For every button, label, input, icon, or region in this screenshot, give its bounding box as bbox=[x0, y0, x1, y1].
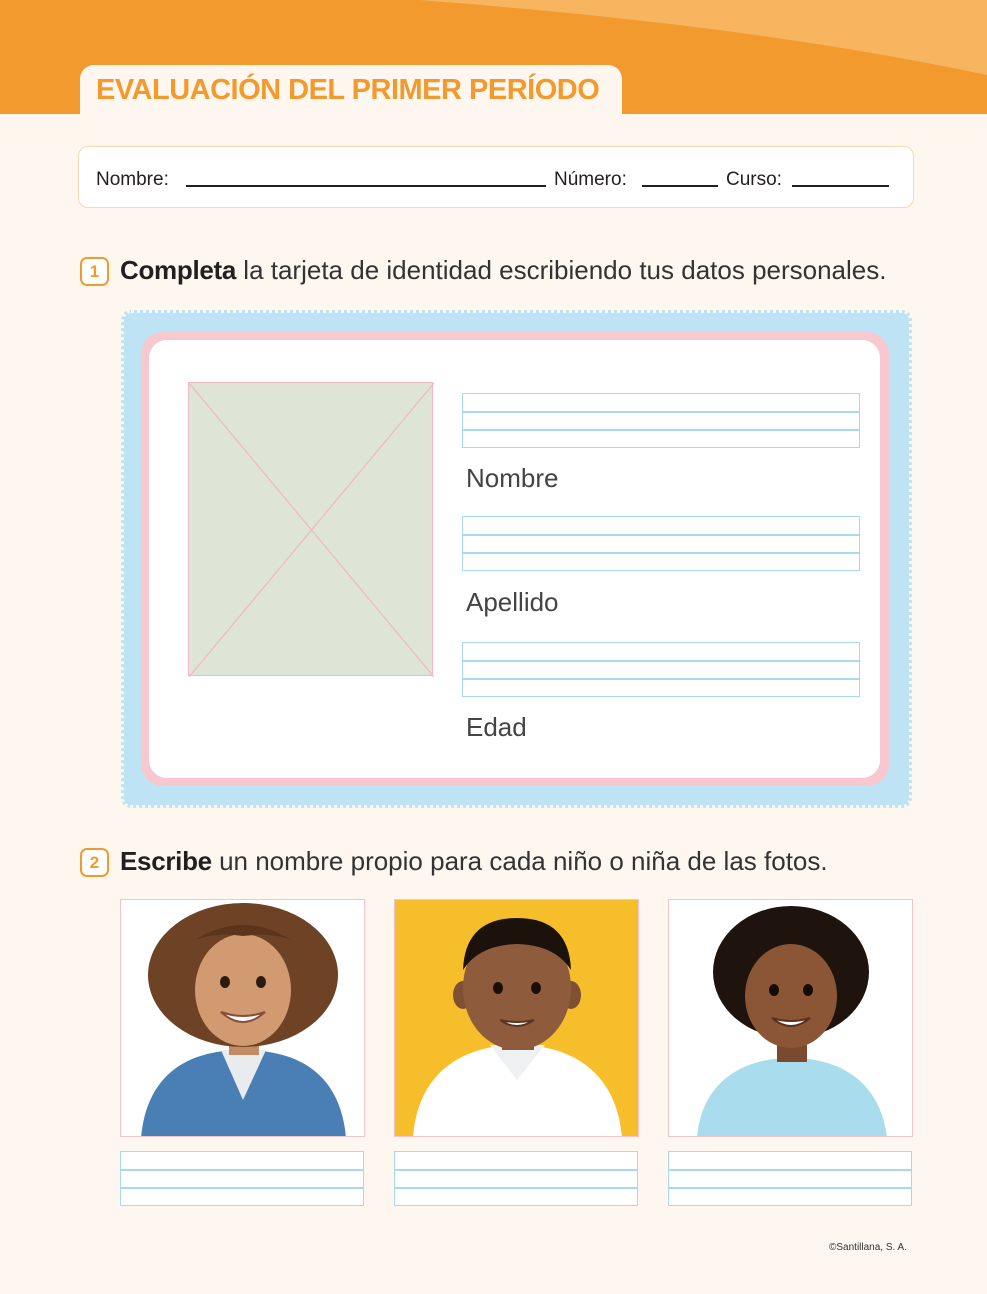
child-3-name-writing-lines[interactable] bbox=[668, 1151, 912, 1206]
child-photo-3 bbox=[668, 899, 913, 1137]
child-photo-1-illustration bbox=[121, 900, 365, 1137]
child-1-name-writing-lines[interactable] bbox=[120, 1151, 364, 1206]
last-name-label: Apellido bbox=[466, 587, 559, 617]
child-photo-2-illustration bbox=[395, 900, 639, 1137]
page-title: EVALUACIÓN DEL PRIMER PERÍODO bbox=[96, 74, 600, 106]
activity-1-instruction bbox=[120, 255, 886, 286]
child-photo-3-illustration bbox=[669, 900, 913, 1137]
student-info-bar bbox=[78, 146, 914, 208]
age-writing-lines[interactable] bbox=[462, 642, 860, 697]
number-field[interactable] bbox=[642, 185, 718, 187]
child-photo-1 bbox=[120, 899, 365, 1137]
name-field[interactable] bbox=[186, 185, 546, 187]
first-name-writing-lines[interactable] bbox=[462, 393, 860, 448]
photo-placeholder-cross-icon bbox=[189, 383, 434, 677]
child-2-name-writing-lines[interactable] bbox=[394, 1151, 638, 1206]
copyright-notice: ©Santillana, S. A. bbox=[829, 1242, 907, 1253]
child-photo-2 bbox=[394, 899, 639, 1137]
last-name-writing-lines[interactable] bbox=[462, 516, 860, 571]
course-label: Curso: bbox=[726, 169, 782, 190]
first-name-label: Nombre bbox=[466, 463, 559, 493]
activity-2-instruction bbox=[120, 846, 828, 877]
number-label: Número: bbox=[554, 169, 627, 190]
age-label: Edad bbox=[466, 712, 527, 742]
name-label: Nombre: bbox=[96, 169, 169, 190]
photo-placeholder[interactable] bbox=[188, 382, 433, 676]
activity-1-verb: Completa bbox=[120, 255, 237, 285]
course-field[interactable] bbox=[792, 185, 889, 187]
activity-2-number: 2 bbox=[80, 848, 109, 877]
activity-2-text: un nombre propio para cada niño o niña de las fotos. bbox=[211, 846, 828, 876]
activity-2-verb: Escribe bbox=[120, 846, 212, 876]
activity-1-text: la tarjeta de identidad escribiendo tus datos personales. bbox=[236, 255, 887, 285]
activity-1-number: 1 bbox=[80, 257, 109, 286]
